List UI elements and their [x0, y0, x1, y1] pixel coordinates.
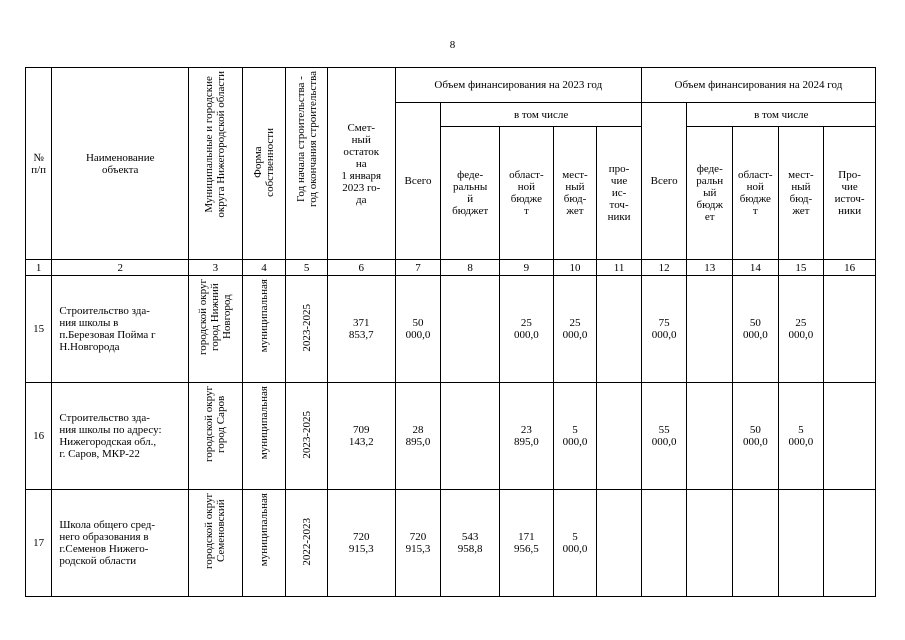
header-municipality: Муниципальные и городские округа Нижегородской области	[189, 68, 243, 260]
cell-other-2023	[597, 276, 642, 383]
column-number: 15	[778, 260, 824, 276]
header-years: Год начала строительства - год окончания строительства	[286, 68, 328, 260]
cell-name: Школа общего сред- него образования в г.Семенов Нижего- родской области	[52, 490, 189, 597]
column-number: 9	[500, 260, 554, 276]
table-row	[26, 276, 876, 383]
header-other-2024: Про- чие источ- ники	[824, 127, 876, 260]
cell-regional-2023: 171 956,5	[500, 490, 554, 597]
header-regional-2023: област- ной бюдже т	[500, 127, 554, 260]
header-federal-2023: феде- ральны й бюджет	[441, 127, 500, 260]
cell-name: Строительство зда- ния школы по адресу: Нижегородская обл., г. Саров, МКР-22	[52, 383, 189, 490]
column-number: 6	[327, 260, 395, 276]
column-number: 4	[242, 260, 286, 276]
header-including-2024: в том числе	[687, 103, 876, 127]
header-local-2023: мест- ный бюд- жет	[553, 127, 597, 260]
column-number: 1	[26, 260, 52, 276]
cell-years: 2023-2025	[286, 383, 328, 490]
page-number: 8	[449, 39, 456, 51]
header-other-2023: про- чие ис- точ- ники	[597, 127, 642, 260]
header-name: Наименование объекта	[52, 68, 189, 260]
header-including-2023: в том числе	[441, 103, 642, 127]
column-numbers-row	[26, 260, 876, 276]
cell-other-2024	[824, 383, 876, 490]
cell-municipality: городской округ Семеновский	[189, 490, 243, 597]
cell-num: 16	[26, 383, 52, 490]
header-ownership: Форма собственности	[242, 68, 286, 260]
cell-local-2023: 5 000,0	[553, 383, 597, 490]
column-number: 14	[733, 260, 779, 276]
header-total-2023: Всего	[395, 103, 441, 260]
column-number: 7	[395, 260, 441, 276]
cell-num: 17	[26, 490, 52, 597]
cell-regional-2023: 23 895,0	[500, 383, 554, 490]
column-number: 2	[52, 260, 189, 276]
cell-total-2024: 55 000,0	[641, 383, 687, 490]
cell-federal-2023	[441, 383, 500, 490]
column-number: 16	[824, 260, 876, 276]
cell-municipality: городской округ город Нижний Новгород	[189, 276, 243, 383]
financing-table	[25, 67, 876, 597]
column-number: 3	[189, 260, 243, 276]
cell-regional-2023: 25 000,0	[500, 276, 554, 383]
cell-total-2023: 720 915,3	[395, 490, 441, 597]
cell-federal-2024	[687, 383, 733, 490]
cell-years: 2022-2023	[286, 490, 328, 597]
column-number: 8	[441, 260, 500, 276]
header-financing-2024: Объем финансирования на 2024 год	[641, 68, 875, 103]
column-number: 13	[687, 260, 733, 276]
cell-ownership: муниципальная	[242, 276, 286, 383]
header-row-1	[26, 68, 876, 103]
table-row	[26, 490, 876, 597]
cell-local-2023: 5 000,0	[553, 490, 597, 597]
header-num: № п/п	[26, 68, 52, 260]
header-regional-2024: област- ной бюдже т	[733, 127, 779, 260]
cell-num: 15	[26, 276, 52, 383]
cell-total-2024	[641, 490, 687, 597]
cell-local-2023: 25 000,0	[553, 276, 597, 383]
header-total-2024: Всего	[641, 103, 687, 260]
cell-total-2023: 28 895,0	[395, 383, 441, 490]
column-number: 12	[641, 260, 687, 276]
cell-federal-2023	[441, 276, 500, 383]
header-local-2024: мест- ный бюд- жет	[778, 127, 824, 260]
column-number: 10	[553, 260, 597, 276]
cell-local-2024	[778, 490, 824, 597]
cell-other-2023	[597, 383, 642, 490]
cell-regional-2024: 50 000,0	[733, 383, 779, 490]
cell-ownership: муниципальная	[242, 490, 286, 597]
cell-local-2024: 25 000,0	[778, 276, 824, 383]
cell-other-2024	[824, 490, 876, 597]
cell-name: Строительство зда- ния школы в п.Березовая Пойма г Н.Новгорода	[52, 276, 189, 383]
cell-years: 2023-2025	[286, 276, 328, 383]
cell-regional-2024	[733, 490, 779, 597]
cell-other-2024	[824, 276, 876, 383]
cell-balance: 709 143,2	[327, 383, 395, 490]
column-number: 11	[597, 260, 642, 276]
header-financing-2023: Объем финансирования на 2023 год	[395, 68, 641, 103]
header-federal-2024: феде- ральн ый бюдж ет	[687, 127, 733, 260]
cell-total-2023: 50 000,0	[395, 276, 441, 383]
cell-balance: 720 915,3	[327, 490, 395, 597]
cell-municipality: городской округ город Саров	[189, 383, 243, 490]
column-number: 5	[286, 260, 328, 276]
cell-federal-2023: 543 958,8	[441, 490, 500, 597]
table-row	[26, 383, 876, 490]
cell-federal-2024	[687, 276, 733, 383]
cell-regional-2024: 50 000,0	[733, 276, 779, 383]
cell-balance: 371 853,7	[327, 276, 395, 383]
cell-local-2024: 5 000,0	[778, 383, 824, 490]
header-balance: Смет- ный остаток на 1 января 2023 го- да	[327, 68, 395, 260]
cell-other-2023	[597, 490, 642, 597]
cell-total-2024: 75 000,0	[641, 276, 687, 383]
cell-ownership: муниципальная	[242, 383, 286, 490]
cell-federal-2024	[687, 490, 733, 597]
